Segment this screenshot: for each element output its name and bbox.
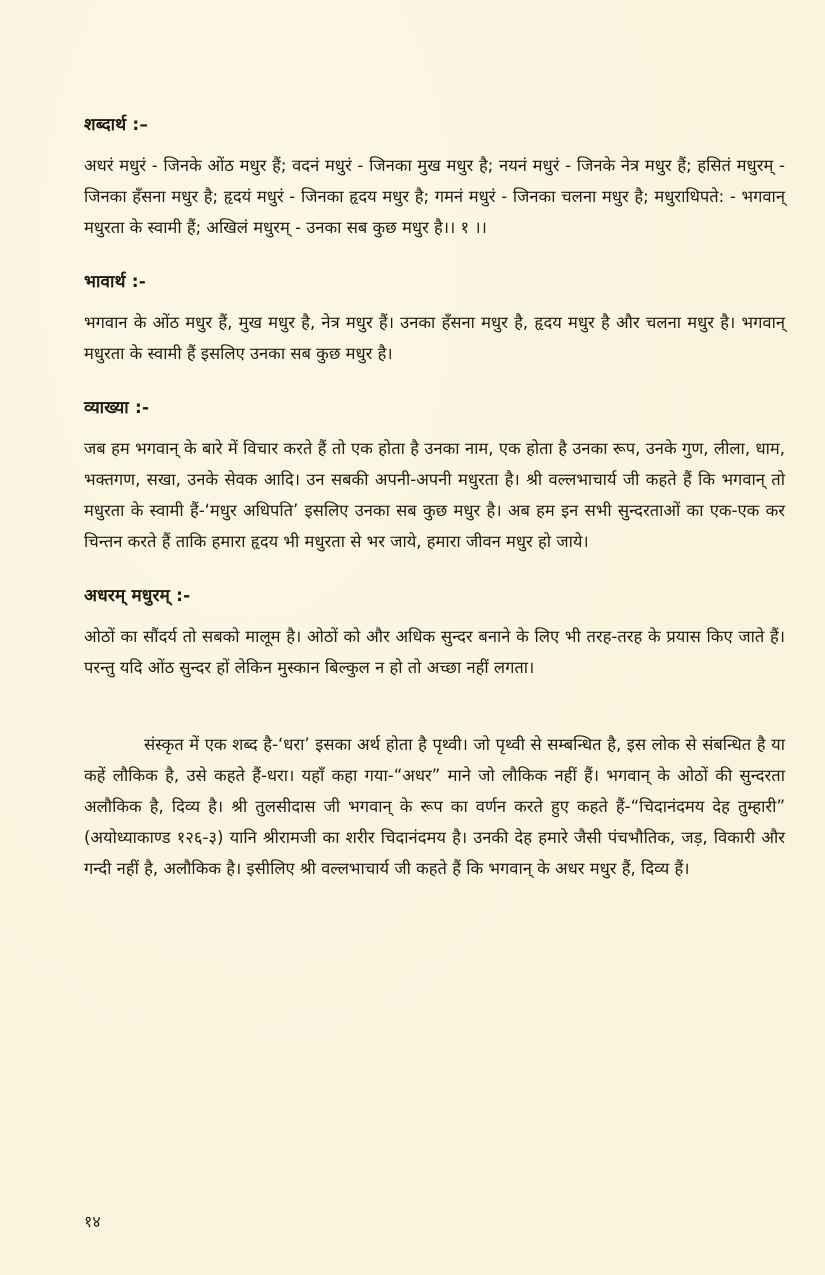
section-bhavarth bbox=[84, 269, 785, 369]
section-paragraph: ओठों का सौंदर्य तो सबको मालूम है। ओठों को और अधिक सुन्दर बनाने के लिए भी तरह-तरह के प्रयास किए जाते हैं। परन्तु यदि ओंठ सुन्दर हों लेकिन मुस्कान बिल्कुल न हो तो अच्छा नहीं लगता। bbox=[84, 627, 785, 677]
section-heading: अधरम् मधुरम् :- bbox=[84, 586, 191, 606]
section-vyakhya bbox=[84, 395, 785, 557]
indented-paragraph: संस्कृत में एक शब्द है-‘धरा’ इसका अर्थ होता है पृथ्वी। जो पृथ्वी से सम्बन्धित है, इस लोक से संबन्धित है या कहें लौकिक है, उसे कहते हैं-धरा। यहाँ कहा गया-“अधर” माने जो लौकिक नहीं हैं। भगवान् के ओठों की सुन्दरता अलौकिक है, दिव्य है। श्री तुलसीदास जी भगवान् के रूप का वर्णन करते हुए कहते हैं-“चिदानंदमय देह तुम्हारी” (अयोध्याकाण्ड १२६-३) यानि श्रीरामजी का शरीर चिदानंदमय है। उनकी देह हमारे जैसी पंचभौतिक, जड़, विकारी और गन्दी नहीं है, अलौकिक है। इसीलिए श्री वल्लभाचार्य जी कहते हैं कि भगवान् के अधर मधुर हैं, दिव्य हैं। bbox=[84, 735, 785, 878]
section-paragraph: भगवान के ओंठ मधुर हैं, मुख मधुर है, नेत्र मधुर हैं। उनका हँसना मधुर है, हृदय मधुर है और चलना मधुर है। भगवान् मधुरता के स्वामी हैं इसलिए उनका सब कुछ मधुर है। bbox=[84, 313, 785, 363]
page-number: १४ bbox=[84, 1212, 101, 1231]
section-heading: शब्दार्थ :– bbox=[84, 115, 149, 135]
section-heading: व्याख्या :- bbox=[84, 398, 150, 418]
section-paragraph: जब हम भगवान् के बारे में विचार करते हैं तो एक होता है उनका नाम, एक होता है उनका रूप, उनके गुण, लीला, धाम, भक्तगण, सखा, उनके सेवक आदि। उन सबकी अपनी-अपनी मधुरता है। श्री वल्लभाचार्य जी कहते हैं कि भगवान् तो मधुरता के स्वामी हैं-‘मधुर अधिपति’ इसलिए उनका सब कुछ मधुर है। अब हम इन सभी सुन्दरताओं का एक-एक कर चिन्तन करते हैं ताकि हमारा हृदय भी मधुरता से भर जाये, हमारा जीवन मधुर हो जाये। bbox=[84, 439, 785, 551]
section-heading: भावार्थ :- bbox=[84, 272, 147, 292]
section-paragraph: अधरं मधुरं - जिनके ओंठ मधुर हैं; वदनं मधुरं - जिनका मुख मधुर है; नयनं मधुरं - जिनके नेत्र मधुर हैं; हसितं मधुरम् - जिनका हँसना मधुर है; हृदयं मधुरं - जिनका हृदय मधुर है; गमनं मधुरं - जिनका चलना मधुर है; मधुराधिपते: - भगवान् मधुरता के स्वामी हैं; अखिलं मधुरम् - उनका सब कुछ मधुर है।। १ ।। bbox=[84, 156, 785, 237]
paragraph-spacer bbox=[84, 709, 785, 729]
section-shabdarth bbox=[84, 112, 785, 243]
section-adharam-madhuram bbox=[84, 583, 785, 683]
